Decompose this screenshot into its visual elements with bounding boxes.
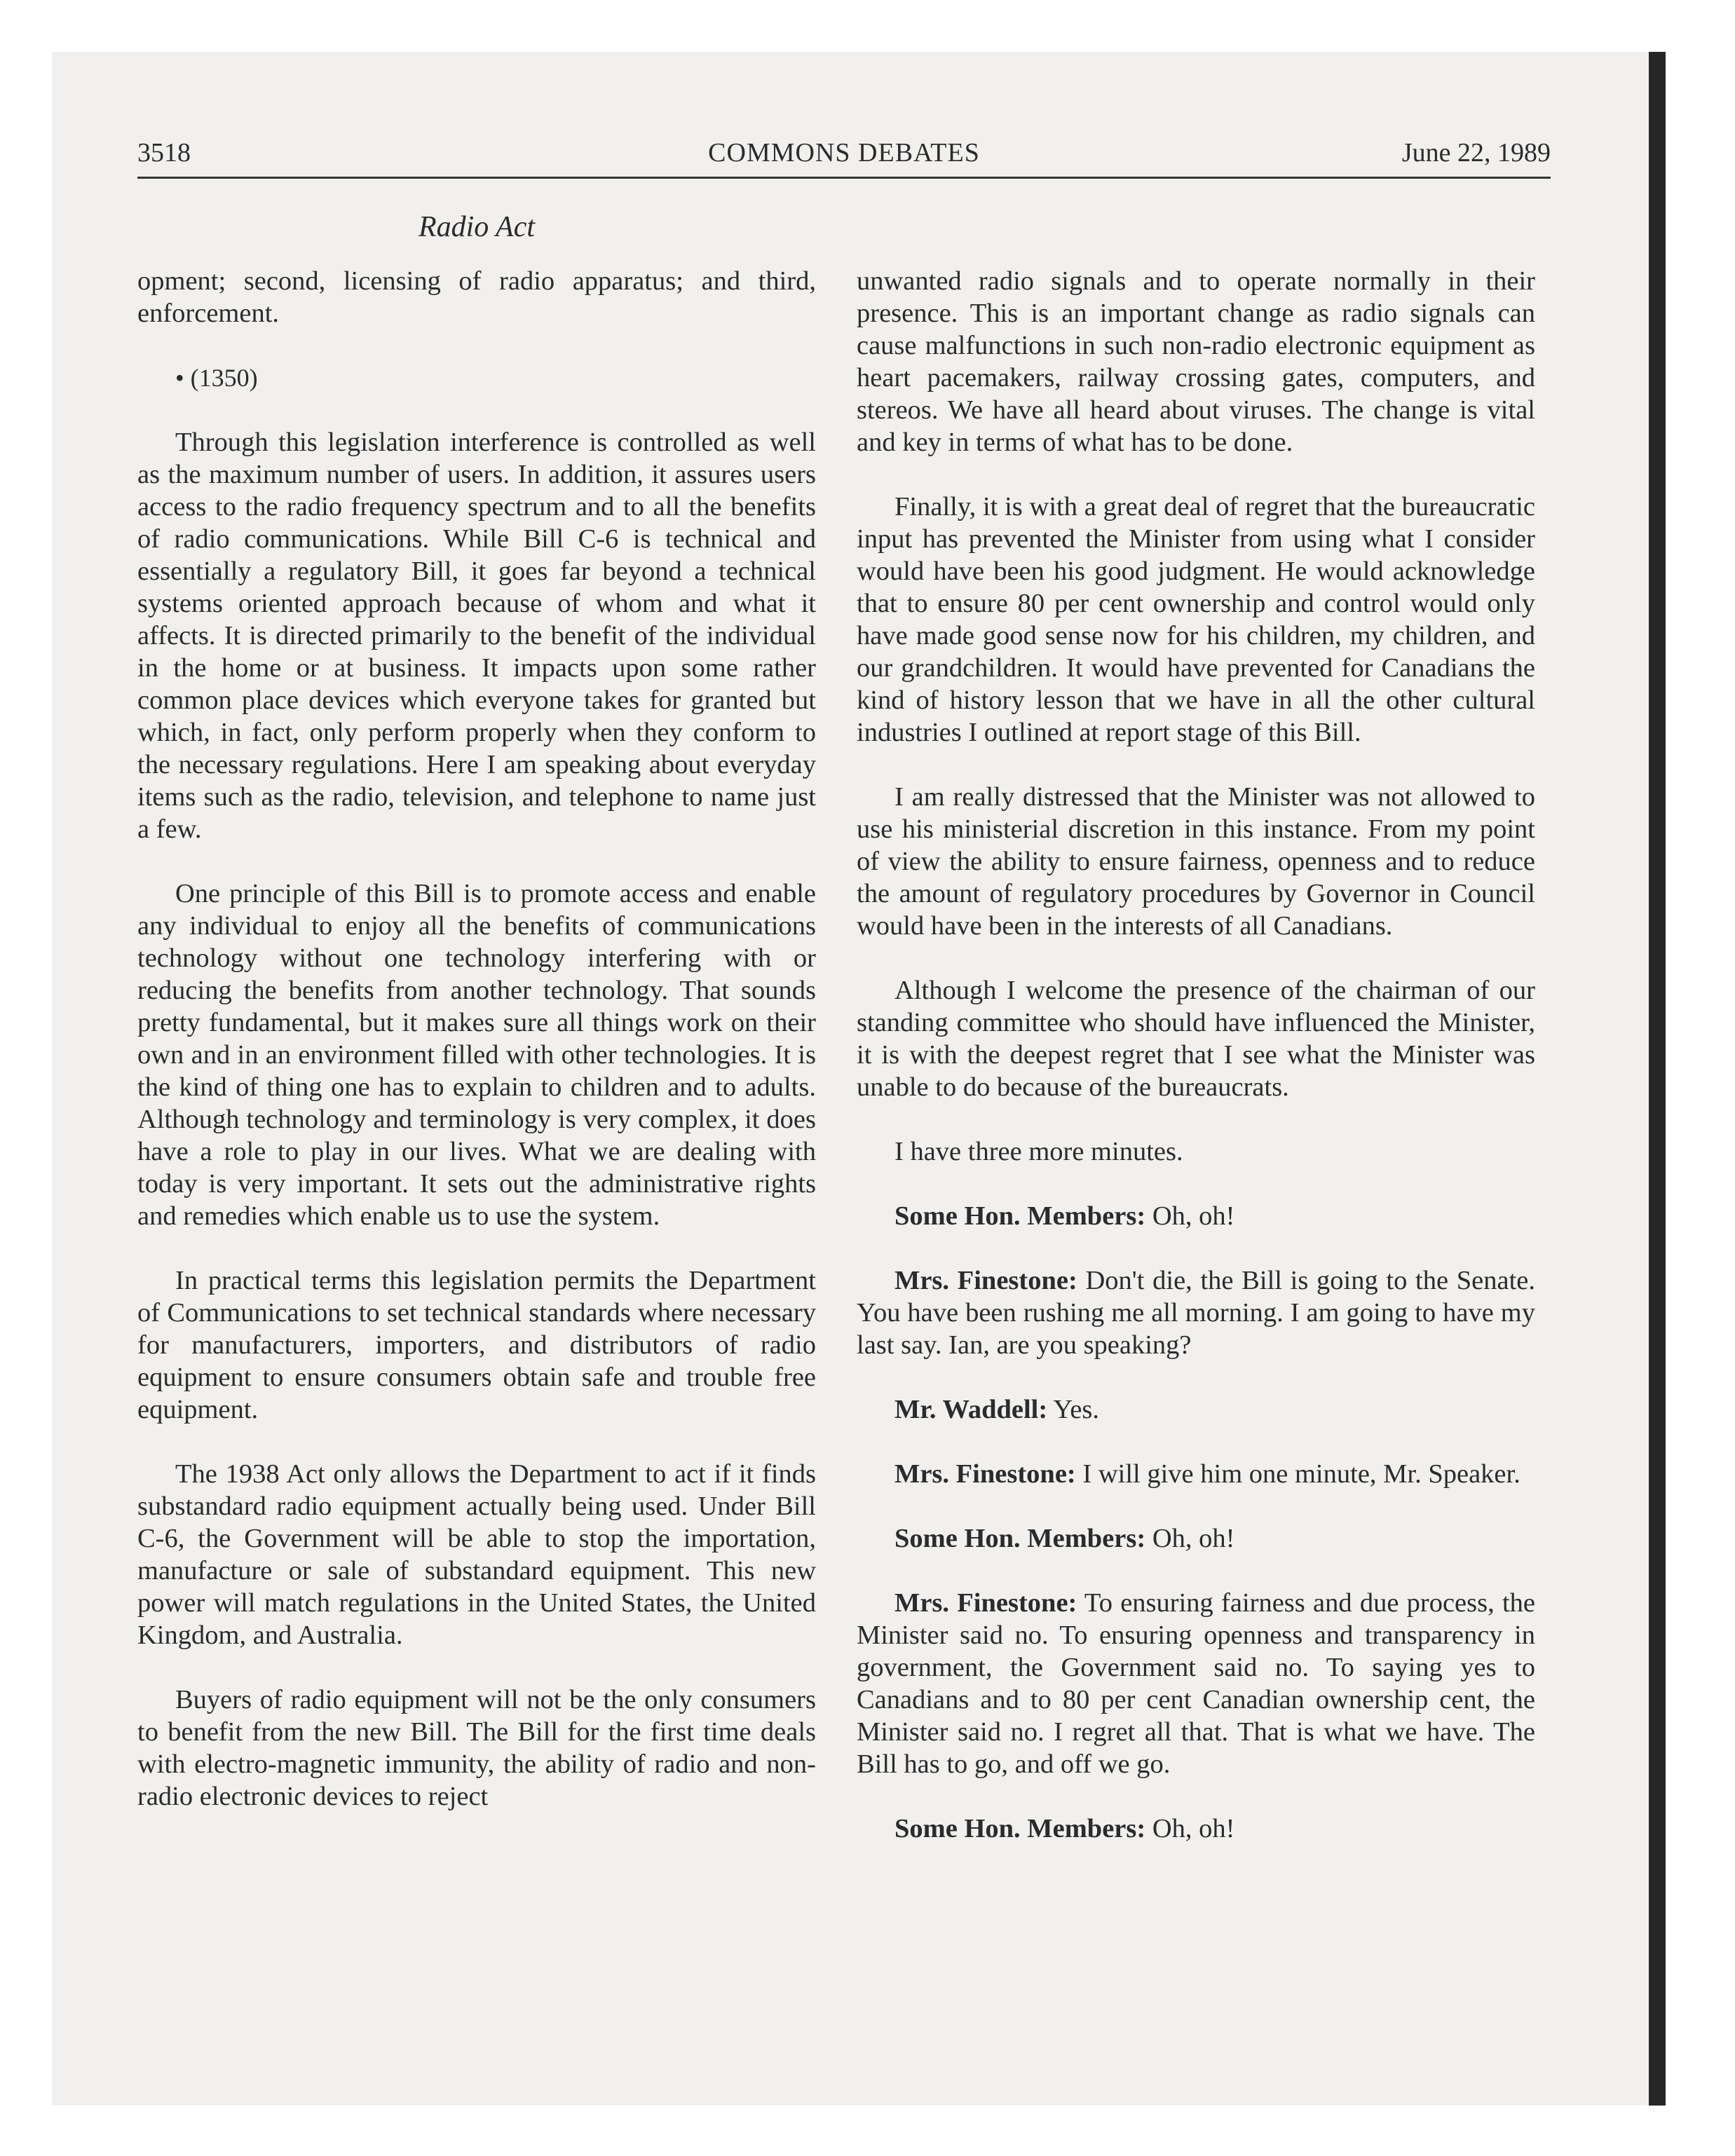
page-number: 3518 (137, 138, 191, 168)
speech (857, 1813, 1535, 1845)
paragraph: unwanted radio signals and to operate normally in their presence. This is an important change as radio signals can cause malfunctions in such non-radio electronic equipment as heart pacemakers, railway crossing gates, computers, and stereos. We have all heard about viruses. The change is vital and key in terms of what has to be done. (857, 266, 1535, 457)
paragraph: Buyers of radio equipment will not be the only consumers to benefit from the new Bill. The Bill for the first time deals with electro-magnetic immunity, the ability of radio and non-radio electronic devices to reject (137, 1685, 816, 1811)
speech-text: Don't die, the Bill is going to the Senate. You have been rushing me all morning. I am going to have my last say. Ian, are you speaking? (857, 1266, 1535, 1360)
speech-text: To ensuring fairness and due process, the Minister said no. To ensuring openness and transparency in government, the Government said no. To saying yes to Canadians and to 80 per cent Canadian ownership cent, the Minister said no. I regret all that. That is what we have. The Bill has to go, and off we go. (857, 1588, 1535, 1779)
paragraph: I am really distressed that the Minister was not allowed to use his ministerial discretion in this instance. From my point of view the ability to ensure fairness, openness and to reduce the amount of regulatory procedures by Governor in Council would have been in the interests of all Canadians. (857, 782, 1535, 941)
speech-text: Oh, oh! (1145, 1524, 1235, 1553)
speaker-name: Mrs. Finestone: (894, 1588, 1077, 1618)
paragraph: Through this legislation interference is controlled as well as the maximum number of users. In addition, it assures users access to the radio frequency spectrum and to all the benefits of radio communications. While Bill C-6 is technical and essentially a regulatory Bill, it goes far beyond a technical systems oriented approach because of whom and what it affects. It is directed primarily to the benefit of the individual in the home or at business. It impacts upon some rather common place devices which everyone takes for granted but which, in fact, only perform properly when they conform to the necessary regulations. Here I am speaking about everyday items such as the radio, television, and telephone to name just a few. (137, 428, 816, 844)
paragraph: In practical terms this legislation permits the Department of Communications to set technical standards where necessary for manufacturers, importers, and distributors of radio equipment to ensure consumers obtain safe and trouble free equipment. (137, 1266, 816, 1424)
speaker-name: Mr. Waddell: (894, 1395, 1048, 1424)
speech (857, 1587, 1535, 1780)
speech (857, 1200, 1535, 1232)
speech-text: Oh, oh! (1145, 1814, 1235, 1843)
paragraph: Although I welcome the presence of the chairman of our standing committee who should have influenced the Minister, it is with the deepest regret that I see what the Minister was unable to do because of the bureaucrats. (857, 976, 1535, 1102)
left-column (137, 265, 816, 1845)
speech-text: Oh, oh! (1145, 1201, 1235, 1231)
speech (857, 1264, 1535, 1361)
speech (857, 1458, 1535, 1490)
speaker-name: Some Hon. Members: (894, 1524, 1146, 1553)
right-column (857, 265, 1535, 1877)
speaker-name: Some Hon. Members: (894, 1814, 1146, 1843)
speech (857, 1522, 1535, 1555)
publication-title: COMMONS DEBATES (708, 138, 980, 168)
paragraph: One principle of this Bill is to promote access and enable any individual to enjoy all the benefits of communications technology without one technology interfering with or reducing the benefits from another technology. That sounds pretty fundamental, but it makes sure all things work on their own and in an environment filled with other technologies. It is the kind of thing one has to explain to children and to adults. Although technology and terminology is very complex, it does have a role to play in our lives. What we are dealing with today is very important. It sets out the administrative rights and remedies which enable us to use the system. (137, 879, 816, 1231)
scan-edge-bar (1649, 52, 1666, 2106)
speech-text: I will give him one minute, Mr. Speaker. (1075, 1459, 1520, 1489)
speaker-name: Mrs. Finestone: (894, 1266, 1077, 1295)
page-header (137, 137, 1551, 179)
paragraph: I have three more minutes. (894, 1137, 1183, 1166)
paragraph: opment; second, licensing of radio apparatus; and third, enforcement. (137, 266, 816, 328)
speaker-name: Mrs. Finestone: (894, 1459, 1076, 1489)
paragraph: The 1938 Act only allows the Department to act if it finds substandard radio equipment actually being used. Under Bill C-6, the Government will be able to stop the importation, manufacture or sale of substandard equipment. This new power will match regulations in the United States, the United Kingdom, and Australia. (137, 1459, 816, 1650)
time-marker: • (1350) (175, 364, 258, 392)
publication-date: June 22, 1989 (1401, 138, 1551, 168)
speaker-name: Some Hon. Members: (894, 1201, 1146, 1231)
speech-text: Yes. (1047, 1395, 1100, 1424)
section-title: Radio Act (418, 211, 536, 243)
speech (857, 1393, 1535, 1426)
paragraph: Finally, it is with a great deal of regret that the bureaucratic input has prevented the Minister from using what I consider would have been his good judgment. He would acknowledge that to ensure 80 per cent ownership and control would only have made good sense now for his children, my children, and our grandchildren. It would have prevented for Canadians the kind of history lesson that we have in all the other cultural industries I outlined at report stage of this Bill. (857, 492, 1535, 747)
